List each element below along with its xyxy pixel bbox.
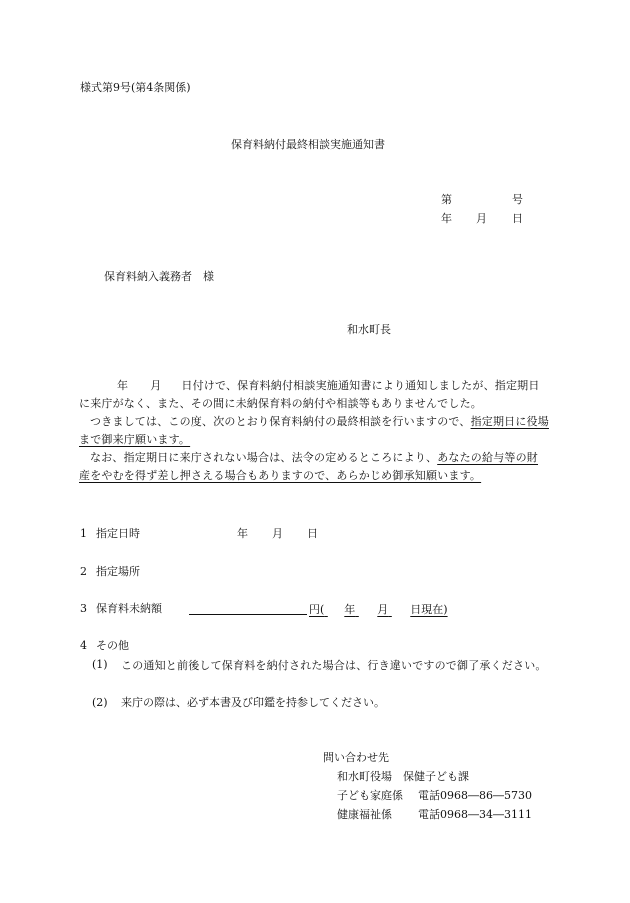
item-4-sub-1-number: (1) [92, 658, 108, 671]
p3-text: なお、指定期日に来庁されない場合は、法令の定めるところにより、 [90, 451, 438, 464]
addressee: 保育料納入義務者 様 [104, 270, 214, 283]
item-1-day: 日 [307, 527, 318, 540]
doc-date-day: 日 [512, 212, 523, 225]
item-4-sub-2-number: (2) [92, 696, 108, 709]
document-title: 保育料納付最終相談実施通知書 [231, 138, 385, 151]
body-paragraph-2 [79, 413, 549, 449]
doc-date-month: 月 [476, 212, 487, 225]
item-3-as-of: 日現在) [410, 603, 448, 616]
item-4-sub-2-text: 来庁の際は、必ず本書及び印鑑を持参してください。 [121, 696, 385, 709]
sender: 和水町長 [347, 323, 391, 336]
form-number: 様式第9号(第4条関係) [80, 81, 191, 94]
p1-month: 月 [150, 379, 162, 392]
body-paragraph-1 [79, 377, 549, 413]
contact-section-2: 健康福祉係 [337, 808, 392, 821]
item-3-year: 年 [344, 603, 356, 616]
body-paragraph-3 [79, 449, 549, 485]
item-3-yen: 円( [309, 603, 325, 616]
item-3-number: 3 [80, 602, 87, 615]
item-4-label: その他 [96, 639, 129, 652]
item-3-label: 保育料未納額 [96, 602, 162, 615]
item-1-month: 月 [272, 527, 283, 540]
item-4-sub-1-text: この通知と前後して保育料を納付された場合は、行き違いですので御了承ください。 [121, 659, 547, 672]
item-1-label: 指定日時 [96, 527, 140, 540]
doc-number-prefix: 第 [441, 193, 452, 206]
item-2-label: 指定場所 [96, 565, 140, 578]
contact-office: 和水町役場 保健子ども課 [337, 770, 469, 783]
contact-phone-2: 電話0968―34―3111 [418, 808, 532, 821]
contact-phone-1: 電話0968―86―5730 [418, 789, 532, 802]
contact-section-1: 子ども家庭係 [337, 789, 403, 802]
item-1-number: 1 [80, 527, 87, 540]
p1-year: 年 [117, 379, 129, 392]
unpaid-amount-field [189, 603, 448, 615]
contact-heading: 問い合わせ先 [323, 751, 389, 764]
p2-underlined: 指定期日に役場まで御来庁願います。 [79, 415, 549, 446]
p3-underlined: あなたの給与等の財産をやむを得ず差し押さえる場合もありますので、あらかじめ御承知願います。 [79, 451, 539, 482]
item-4-number: 4 [80, 639, 87, 652]
p1-text: 日付けで、保育料納付相談実施通知書により通知しましたが、指定期日に来庁がなく、また、その間に未納保育料の納付や相談等もありませんでした。 [79, 379, 540, 410]
item-3-month: 月 [377, 603, 389, 616]
p2-text: つきましては、この度、次のとおり保育料納付の最終相談を行いますので、 [90, 415, 471, 428]
item-2-number: 2 [80, 565, 87, 578]
doc-number-suffix: 号 [512, 193, 523, 206]
item-1-year: 年 [237, 527, 248, 540]
doc-date-year: 年 [441, 212, 452, 225]
